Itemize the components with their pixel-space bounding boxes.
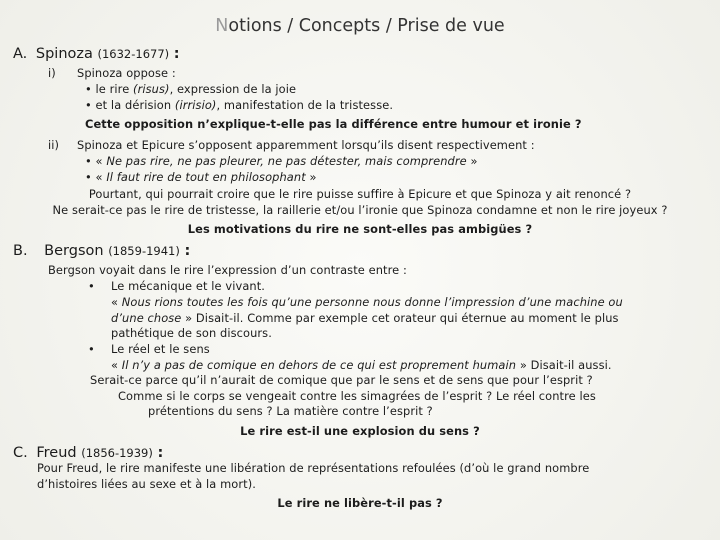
bergson-paragraph-1: Serait-ce parce qu’il n’aurait de comique que par le sens et de sens que pour l’esprit ? [90, 373, 593, 387]
freud-paragraph-1: Pour Freud, le rire manifeste une libération de représentations refoulées (d’où le grand nombre [37, 461, 590, 475]
text-italic: Il n’y a pas de comique en dehors de ce qui est proprement humain [121, 358, 517, 372]
title-rest: otions / Concepts / Prise de vue [228, 16, 505, 36]
text: « [111, 358, 122, 372]
text: » [305, 170, 317, 184]
spinoza-i-bullet-2 [85, 98, 393, 114]
text-italic: (risus) [133, 82, 170, 96]
section-colon: : [173, 46, 180, 62]
roman-numeral-i: i) [48, 66, 56, 80]
bergson-quote-1-line-1 [111, 295, 623, 311]
bergson-bullet-1: Le mécanique et le vivant. [111, 279, 266, 293]
spinoza-ii-paragraph-1: Pourtant, qui pourrait croire que le rire puisse suffire à Epicure et que Spinoza y ait renoncé ? [88, 187, 632, 201]
bergson-question: Le rire est-il une explosion du sens ? [240, 424, 480, 438]
spinoza-question: Les motivations du rire ne sont-elles pas ambigües ? [187, 222, 533, 236]
section-name: Spinoza [35, 46, 93, 62]
spinoza-i-bullet-1 [85, 82, 296, 98]
spinoza-ii-intro: Spinoza et Epicure s’opposent apparemment lorsqu’ils disent respectivement : [77, 138, 535, 152]
text: » Disait-il aussi. [516, 358, 612, 372]
section-dates: (1856-1939) [81, 446, 153, 460]
spinoza-ii-bullet-2 [85, 170, 317, 186]
section-colon: : [184, 243, 191, 259]
text-italic: d’une chose [111, 311, 182, 325]
section-c-heading [13, 445, 163, 461]
text: » Disait-il. Comme par exemple cet orateur qui éternue au moment le plus [181, 311, 619, 325]
text: » [466, 154, 478, 168]
section-colon: : [157, 445, 164, 461]
spinoza-i-question: Cette opposition n’explique-t-elle pas la différence entre humour et ironie ? [85, 117, 582, 131]
spinoza-ii-bullet-1 [85, 154, 478, 170]
page-title [0, 16, 720, 36]
section-a-heading [13, 46, 180, 62]
freud-question: Le rire ne libère-t-il pas ? [277, 496, 443, 510]
section-name: Freud [36, 445, 77, 461]
section-letter: C. [13, 445, 28, 461]
text-italic: Ne pas rire, ne pas pleurer, ne pas détester, mais comprendre [106, 154, 467, 168]
title-initial: N [215, 16, 229, 36]
text: • et la dérision [85, 98, 175, 112]
bergson-quote-2 [111, 358, 612, 374]
bullet-glyph: • [88, 279, 95, 293]
section-letter: B. [13, 243, 28, 259]
bergson-bullet-2: Le réel et le sens [111, 342, 210, 356]
bullet-glyph: • [88, 342, 95, 356]
bergson-quote-1-line-2 [111, 311, 619, 327]
spinoza-i-intro: Spinoza oppose : [77, 66, 176, 80]
text: • le rire [85, 82, 134, 96]
bergson-intro: Bergson voyait dans le rire l’expression d’un contraste entre : [48, 263, 407, 277]
text: • « [85, 154, 107, 168]
section-dates: (1859-1941) [108, 244, 180, 258]
roman-numeral-ii: ii) [48, 138, 60, 152]
bergson-paragraph-3: prétentions du sens ? La matière contre l’esprit ? [148, 404, 433, 418]
text: , manifestation de la tristesse. [216, 98, 394, 112]
spinoza-ii-paragraph-2: Ne serait-ce pas le rire de tristesse, la raillerie et/ou l’ironie que Spinoza condamne et non le rire joyeux ? [52, 203, 668, 217]
text-italic: (irrisio) [174, 98, 217, 112]
bergson-quote-1-line-3: pathétique de son discours. [111, 326, 272, 340]
text: • « [85, 170, 107, 184]
text: « [111, 295, 122, 309]
section-dates: (1632-1677) [97, 47, 170, 61]
section-letter: A. [13, 46, 28, 62]
section-name: Bergson [44, 243, 104, 259]
text: , expression de la joie [169, 82, 297, 96]
freud-paragraph-2: d’histoires liées au sexe et à la mort). [37, 477, 256, 491]
bergson-paragraph-2: Comme si le corps se vengeait contre les simagrées de l’esprit ? Le réel contre les [118, 389, 596, 403]
text-italic: Il faut rire de tout en philosophant [106, 170, 306, 184]
section-b-heading [13, 243, 190, 259]
text-italic: Nous rions toutes les fois qu’une personne nous donne l’impression d’une machine ou [121, 295, 623, 309]
